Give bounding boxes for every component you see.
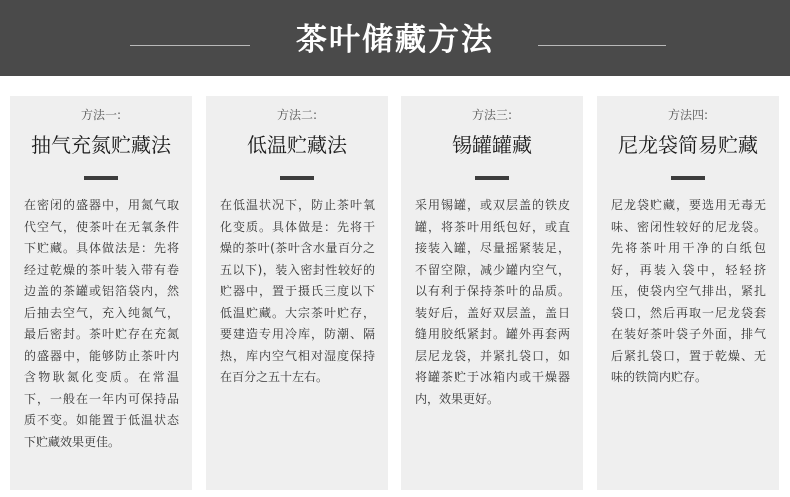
title-divider-left xyxy=(130,45,250,46)
method-divider xyxy=(84,176,118,180)
method-description: 尼龙袋贮藏，要选用无毒无味、密闭性较好的尼龙袋。先将茶叶用干净的白纸包好，再装入袋中，轻轻挤压，使袋内空气排出，紧扎袋口，然后再取一尼龙袋套在装好茶叶袋子外面，排气后紧扎袋口，置于乾燥、无味的铁筒内贮存。 xyxy=(611,198,766,384)
method-description: 在密闭的盛器中，用氮气取代空气，使茶叶在无氧条件下贮藏。具体做法是：先将经过乾燥的茶叶装入带有卷边盖的茶罐或铝箔袋内，然后抽去空气，充入纯氮气，最后密封。茶叶贮存在充氮的盛器中，能够防止茶叶内含物耿氮化变质。在常温下，一般在一年内可保持品质不变。如能置于低温状态下贮藏效果更佳。 xyxy=(24,198,179,449)
title-divider-right xyxy=(538,45,666,46)
method-card-3 xyxy=(401,96,583,490)
method-label: 方法四: xyxy=(667,108,709,122)
method-name: 锡罐罐藏 xyxy=(452,133,532,157)
method-description: 在低温状况下，防止茶叶氧化变质。具体做是：先将干燥的茶叶(茶叶含水量百分之五以下)，装入密封性较好的贮器中，置于摄氏三度以下低温贮藏。大宗茶叶贮存，要建造专用冷库，防潮、隔热，库内空气相对湿度保持在百分之五十左右。 xyxy=(220,198,375,384)
method-label: 方法三: xyxy=(471,108,513,122)
method-description: 采用锡罐，或双层盖的铁皮罐，将茶叶用纸包好，或直接装入罐，尽量摇紧装足，不留空隙，减少罐内空气，以有利于保持茶叶的品质。装好后，盖好双层盖，盖日缝用胶纸紧封。罐外再套两层尼龙袋，并紧扎袋口，如将罐茶贮于冰箱内或干燥器内，效果更好。 xyxy=(415,198,570,406)
method-label: 方法一: xyxy=(80,108,122,122)
page-title: 茶叶储藏方法 xyxy=(296,22,494,58)
method-name: 尼龙袋简易贮藏 xyxy=(618,133,758,157)
method-divider xyxy=(280,176,314,180)
method-card-2 xyxy=(206,96,388,490)
method-name: 低温贮藏法 xyxy=(247,133,347,157)
method-card-1 xyxy=(10,96,192,490)
header-banner xyxy=(0,0,790,76)
method-divider xyxy=(671,176,705,180)
method-label: 方法二: xyxy=(276,108,318,122)
method-name: 抽气充氮贮藏法 xyxy=(31,133,171,157)
method-card-4 xyxy=(597,96,779,490)
method-divider xyxy=(475,176,509,180)
